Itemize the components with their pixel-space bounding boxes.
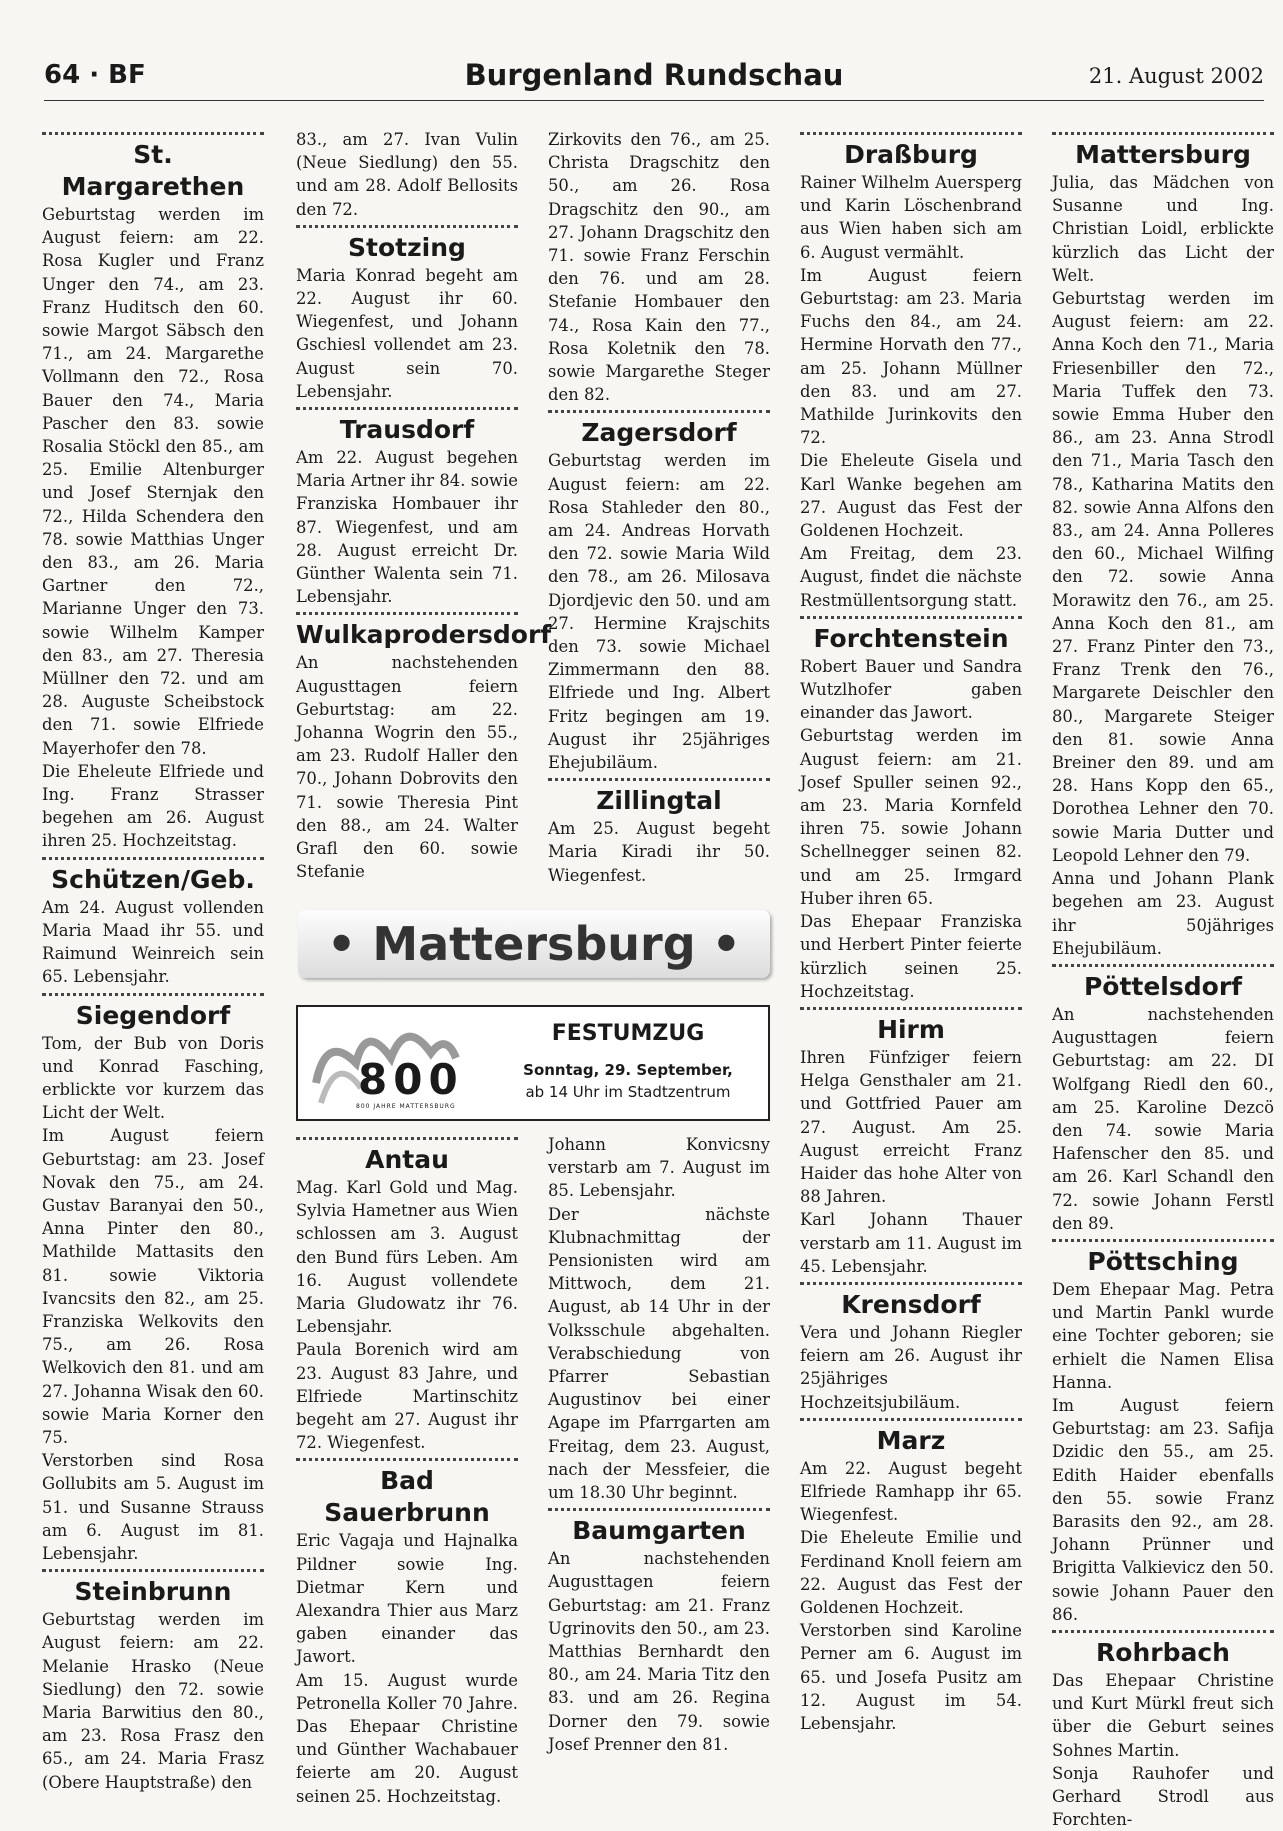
news-section <box>1052 132 1274 960</box>
news-section <box>296 1137 518 1454</box>
section-heading: Pöttelsdorf <box>1083 971 1243 1001</box>
issue-date: 21. August 2002 <box>1088 64 1264 88</box>
news-section <box>42 132 264 853</box>
section-paragraph: Im August feiern Geburtstag: am 23. Safija Dzidic den 55., am 25. Edith Haider ebenfalls den 55. sowie Franz Barasits den 92., am 28. Johann Prünner und Brigitta Valkievicz den 50. sowie Johann Pauer den 86. <box>1052 1395 1274 1624</box>
section-paragraph: Im August feiern Geburtstag: am 23. Maria Fuchs den 84., am 24. Hermine Horvath den 77., am 25. Johann Müllner den 83. und am 27. Mathilde Jurinkovits den 72. <box>800 265 1022 448</box>
news-section <box>1052 1630 1274 1831</box>
section-paragraph: An nachstehenden Augusttagen feiern Geburtstag: am 22. Johanna Wogrin den 55., am 23. Rudolf Haller den 70., Johann Dobrovits den 71. sowie Theresia Pint den 88., am 24. Walter Grafl den 60. sowie Stefanie <box>296 653 518 882</box>
section-heading: Hirm <box>877 1014 945 1044</box>
news-section <box>548 1508 770 1756</box>
section-heading: St. Margarethen <box>61 140 245 201</box>
section-paragraph: Robert Bauer und Sandra Wutzlhofer gaben einander das Jawort. <box>800 656 1022 723</box>
section-paragraph: Die Eheleute Gisela und Karl Wanke begehen am 27. August das Fest der Goldenen Hochzeit. <box>800 451 1022 541</box>
section-heading: Siegendorf <box>75 1000 231 1030</box>
section-paragraph: Geburtstag werden im August feiern: am 22. Melanie Hrasko (Neue Siedlung) den 72. sowie Maria Barwitius den 80., am 23. Rosa Frasz den 65., am 24. Maria Frasz (Obere Hauptstraße) den <box>42 1610 264 1792</box>
news-section <box>296 612 552 883</box>
page-label: 64 · BF <box>44 60 146 90</box>
section-heading: Forchtenstein <box>813 623 1009 653</box>
dotted-divider <box>42 1569 264 1572</box>
section-heading: Marz <box>876 1425 946 1455</box>
news-section <box>1052 964 1274 1235</box>
section-paragraph: Am 22. August begehen Maria Artner ihr 84. sowie Franziska Hombauer ihr 87. Wiegenfest, und am 28. August erreicht Dr. Günther Walenta sein 71. Lebensjahr. <box>296 448 518 607</box>
festumzug-ad <box>296 1005 770 1121</box>
ad-title: FESTUMZUG <box>551 1021 705 1046</box>
news-section <box>296 407 518 608</box>
section-paragraph: Geburtstag werden im August feiern: am 22. Anna Koch den 71., Maria Friesenbiller den 72., Maria Tuffek den 73. sowie Emma Huber den 86., am 23. Anna Strodl den 71., Maria Tasch den 78., Katharina Matits den 82. sowie Anna Alfons den 83., am 24. Anna Polleres den 60., Michael Wilfing den 72. sowie Anna Morawitz den 76., am 25. Anna Koch den 81., am 27. Franz Pinter den 73., Franz Trenk den 76., Margarete Deischler den 80., Margarete Steiger den 81. sowie Anna Breiner den 89. und am 28. Hans Kopp den 65., Dorothea Lehner den 70. sowie Maria Dutter und Leopold Lehner den 79. <box>1052 289 1274 865</box>
news-section <box>296 225 518 403</box>
column-5 <box>1052 128 1274 1831</box>
page-header <box>44 56 1264 101</box>
section-paragraph: Sonja Rauhofer und Gerhard Strodl aus Forchten- <box>1052 1763 1274 1830</box>
section-heading: Mattersburg <box>1075 140 1251 169</box>
dotted-divider <box>800 1007 1022 1010</box>
section-paragraph: Die Eheleute Elfriede und Ing. Franz Strasser begehen am 26. August ihren 25. Hochzeitstag. <box>42 761 264 851</box>
lower-column-2 <box>296 1133 518 1808</box>
section-paragraph: Mag. Karl Gold und Mag. Sylvia Hametner aus Wien schlossen am 3. August den Bund fürs Leben. Am 16. August vollendete Maria Gludowatz ihr 76. Lebensjahr. <box>296 1178 518 1337</box>
dotted-divider <box>296 407 518 410</box>
section-paragraph: Der nächste Klubnachmittag der Pensionisten wird am Mittwoch, dem 21. August, ab 14 Uhr in der Volksschule abgehalten. Verabschiedung von Pfarrer Sebastian Augustinov bei einer Agape im Pfarrgarten am Freitag, dem 23. August, nach der Messfeier, die um 18.30 Uhr beginnt. <box>548 1204 770 1503</box>
news-section <box>296 1458 518 1807</box>
section-heading: Steinbrunn <box>74 1577 232 1607</box>
dotted-divider <box>800 132 1022 135</box>
news-section <box>548 1133 770 1504</box>
section-paragraph: Verstorben sind Karoline Perner am 6. August im 65. und Josefa Pusitz am 12. August im 54. Lebensjahr. <box>800 1621 1022 1733</box>
news-section <box>800 132 1022 612</box>
logo-subtext: 800 JAHRE MATTERSBURG <box>356 1103 456 1110</box>
news-section <box>548 778 770 887</box>
dotted-divider <box>800 616 1022 619</box>
news-section <box>800 1282 1022 1414</box>
section-paragraph: Zirkovits den 76., am 25. Christa Dragschitz den 50., am 26. Rosa Dragschitz den 90., am 27. Johann Dragschitz den 71. sowie Franz Ferschin den 76. und am 28. Stefanie Hombauer den 74., Rosa Kain den 77., Rosa Koletnik den 78. sowie Margarethe Steger den 82. <box>548 130 770 405</box>
section-paragraph: Tom, der Bub von Doris und Konrad Fasching, erblickte vor kurzem das Licht der Welt. <box>42 1033 264 1123</box>
news-section <box>42 1569 264 1794</box>
section-heading: Rohrbach <box>1096 1637 1230 1667</box>
section-heading: Stotzing <box>348 232 466 262</box>
dotted-divider <box>1052 1239 1274 1242</box>
section-paragraph: Vera und Johann Riegler feiern am 26. August ihr 25jähriges Hochzeitsjubiläum. <box>800 1322 1022 1412</box>
section-paragraph: Maria Konrad begeht am 22. August ihr 60. Wiegenfest, und Johann Gschiesl vollendet am 23. August sein 70. Lebensjahr. <box>296 265 518 401</box>
news-section <box>1052 1239 1274 1626</box>
section-paragraph: Am 25. August begeht Maria Kiradi ihr 50. Wiegenfest. <box>548 819 770 885</box>
dotted-divider <box>42 993 264 996</box>
section-paragraph: Die Eheleute Emilie und Ferdinand Knoll feiern am 22. August das Fest der Goldenen Hochzeit. <box>800 1528 1022 1617</box>
newspaper-title: Burgenland Rundschau <box>464 58 844 92</box>
section-paragraph: Dem Ehepaar Mag. Petra und Martin Pankl wurde eine Tochter geboren; sie erhielt die Namen Elisa Hanna. <box>1052 1279 1274 1392</box>
section-paragraph: Karl Johann Thauer verstarb am 11. August im 45. Lebensjahr. <box>800 1210 1022 1276</box>
section-paragraph: Geburtstag werden im August feiern: am 22. Rosa Kugler und Franz Unger den 74., am 23. Franz Huditsch den 60. sowie Margot Säbsch den 71., am 24. Margarethe Vollmann den 72., Rosa Bauer den 74., Maria Pascher den 83. sowie Rosalia Stöckl den 85., am 25. Emilie Altenburger und Josef Sternjak den 72., Hilda Schendera den 78. sowie Matthias Unger den 83., am 26. Maria Gartner den 72., Marianne Unger den 73. sowie Wilhelm Kamper den 83., am 27. Theresia Müllner den 72. und am 28. Auguste Scheibstock den 71. sowie Elfriede Mayerhofer den 78. <box>42 205 264 758</box>
section-paragraph: Johann Konvicsny verstarb am 7. August im 85. Lebensjahr. <box>548 1135 770 1201</box>
dotted-divider <box>296 1458 518 1461</box>
section-paragraph: Im August feiern Geburtstag: am 23. Josef Novak den 75., am 24. Gustav Baranyai den 50., Anna Pinter den 80., Mathilde Mattasits den 81. sowie Viktoria Ivancsits den 82., am 25. Franziska Welkovits den 75., am 26. Rosa Welkovich den 81. und am 27. Johanna Wisak den 60. sowie Maria Korner den 75. <box>42 1126 264 1447</box>
column-4 <box>800 128 1022 1735</box>
dotted-divider <box>296 612 518 615</box>
section-paragraph: Paula Borenich wird am 23. August 83 Jahre, und Elfriede Martinschitz begeht am 27. August ihr 72. Wiegenfest. <box>296 1340 518 1453</box>
section-paragraph: Anna und Johann Plank begehen am 23. August ihr 50jähriges Ehejubiläum. <box>1052 869 1274 958</box>
news-section <box>296 128 518 221</box>
section-paragraph: Geburtstag werden im August feiern: am 22. Rosa Stahleder den 80., am 24. Andreas Horvath den 72. sowie Maria Wild den 78., am 26. Milosava Djordjevic den 50. und am 27. Hermine Krajschits den 73. sowie Michael Zimmermann den 88. Elfriede und Ing. Albert Fritz begingen am 19. August ihr 25jähriges Ehejubiläum. <box>548 451 770 773</box>
dotted-divider <box>296 225 518 228</box>
news-section <box>800 1007 1022 1278</box>
dotted-divider <box>800 1418 1022 1421</box>
section-paragraph: Julia, das Mädchen von Susanne und Ing. Christian Loidl, erblickte kürzlich das Licht der Welt. <box>1052 173 1274 285</box>
dotted-divider <box>800 1282 1022 1285</box>
section-heading: Draßburg <box>844 140 978 169</box>
section-paragraph: Das Ehepaar Christine und Kurt Mürkl freut sich über die Geburt seines Sohnes Martin. <box>1052 1670 1274 1760</box>
news-section <box>548 128 770 406</box>
logo-number: 800 <box>358 1055 464 1104</box>
dotted-divider <box>548 778 770 781</box>
section-paragraph: An nachstehenden Augusttagen feiern Geburtstag: am 22. DI Wolfgang Riedl den 60., am 25. Karoline Dezcö den 74. sowie Maria Hafenscher den 85. und am 26. Karl Schandl den 72. sowie Johann Ferstl den 89. <box>1052 1004 1274 1233</box>
dotted-divider <box>1052 1630 1274 1633</box>
news-section <box>548 410 770 774</box>
dotted-divider <box>296 1137 518 1140</box>
section-paragraph: Verstorben sind Rosa Gollubits am 5. August im 51. und Susanne Strauss am 6. August im 81. Lebensjahr. <box>42 1451 264 1563</box>
dotted-divider <box>548 410 770 413</box>
section-paragraph: Ihren Fünfziger feiern Helga Gensthaler am 21. und Gottfried Pauer am 27. August. Am 25. August erreicht Franz Haider das hohe Alter von 88 Jahren. <box>800 1047 1022 1207</box>
column-1 <box>42 128 264 1794</box>
section-paragraph: Eric Vagaja und Hajnalka Pildner sowie Ing. Dietmar Kern und Alexandra Thier aus Marz gaben einander das Jawort. <box>296 1531 518 1667</box>
news-section <box>800 616 1022 1003</box>
dotted-divider <box>1052 964 1274 967</box>
section-paragraph: Am Freitag, dem 23. August, findet die nächste Restmüllentsorgung statt. <box>800 544 1022 610</box>
ad-time: ab 14 Uhr im Stadtzentrum <box>525 1083 731 1101</box>
section-paragraph: An nachstehenden Augusttagen feiern Geburtstag: am 21. Franz Ugrinovits den 50., am 23. Matthias Bernhardt den 80., am 24. Maria Titz den 83. und am 26. Regina Dorner den 79. sowie Josef Prenner den 81. <box>548 1549 770 1754</box>
section-paragraph: Am 15. August wurde Petronella Koller 70 Jahre. Das Ehepaar Christine und Günther Wachabauer feierte am 20. August seinen 25. Hochzeitstag. <box>296 1670 518 1806</box>
section-heading: Pöttsching <box>1087 1246 1239 1276</box>
section-paragraph: Am 22. August begeht Elfriede Ramhapp ihr 65. Wiegenfest. <box>800 1458 1022 1525</box>
mattersburg-banner <box>298 910 770 978</box>
news-section <box>42 857 264 989</box>
section-heading: Zagersdorf <box>581 418 737 448</box>
section-heading: Trausdorf <box>339 415 475 445</box>
section-paragraph: Am 24. August vollenden Maria Maad ihr 55. und Raimund Weinreich sein 65. Lebensjahr. <box>42 897 264 987</box>
lower-column-3 <box>548 1133 770 1756</box>
dotted-divider <box>1052 132 1274 135</box>
dotted-divider <box>42 857 264 860</box>
section-heading: Antau <box>365 1145 449 1174</box>
dotted-divider <box>42 132 264 135</box>
section-paragraph: Rainer Wilhelm Auersperg und Karin Löschenbrand aus Wien haben sich am 6. August vermählt. <box>800 173 1022 262</box>
section-heading: Schützen/Geb. <box>51 864 255 894</box>
banner-text: • Mattersburg • <box>326 917 742 971</box>
news-section <box>42 993 264 1566</box>
column-3 <box>548 128 770 887</box>
section-heading: Krensdorf <box>841 1289 981 1319</box>
section-heading: Bad Sauerbrunn <box>324 1466 490 1528</box>
section-heading: Wulkaprodersdorf <box>296 620 552 650</box>
section-paragraph: 83., am 27. Ivan Vulin (Neue Siedlung) den 55. und am 28. Adolf Bellosits den 72. <box>296 130 518 219</box>
section-paragraph: Das Ehepaar Franziska und Herbert Pinter feierte kürzlich seinen 25. Hochzeitstag. <box>800 912 1022 1001</box>
news-section <box>800 1418 1022 1735</box>
ad-date: Sonntag, 29. September, <box>523 1061 733 1079</box>
column-2 <box>296 128 552 883</box>
section-paragraph: Geburtstag werden im August feiern: am 21. Josef Spuller seinen 92., am 23. Maria Kornfeld ihren 75. sowie Johann Schellnegger seinen 82. und am 25. Irmgard Huber ihren 65. <box>800 726 1022 908</box>
section-heading: Zillingtal <box>596 786 722 816</box>
section-heading: Baumgarten <box>572 1516 746 1546</box>
dotted-divider <box>548 1508 770 1511</box>
